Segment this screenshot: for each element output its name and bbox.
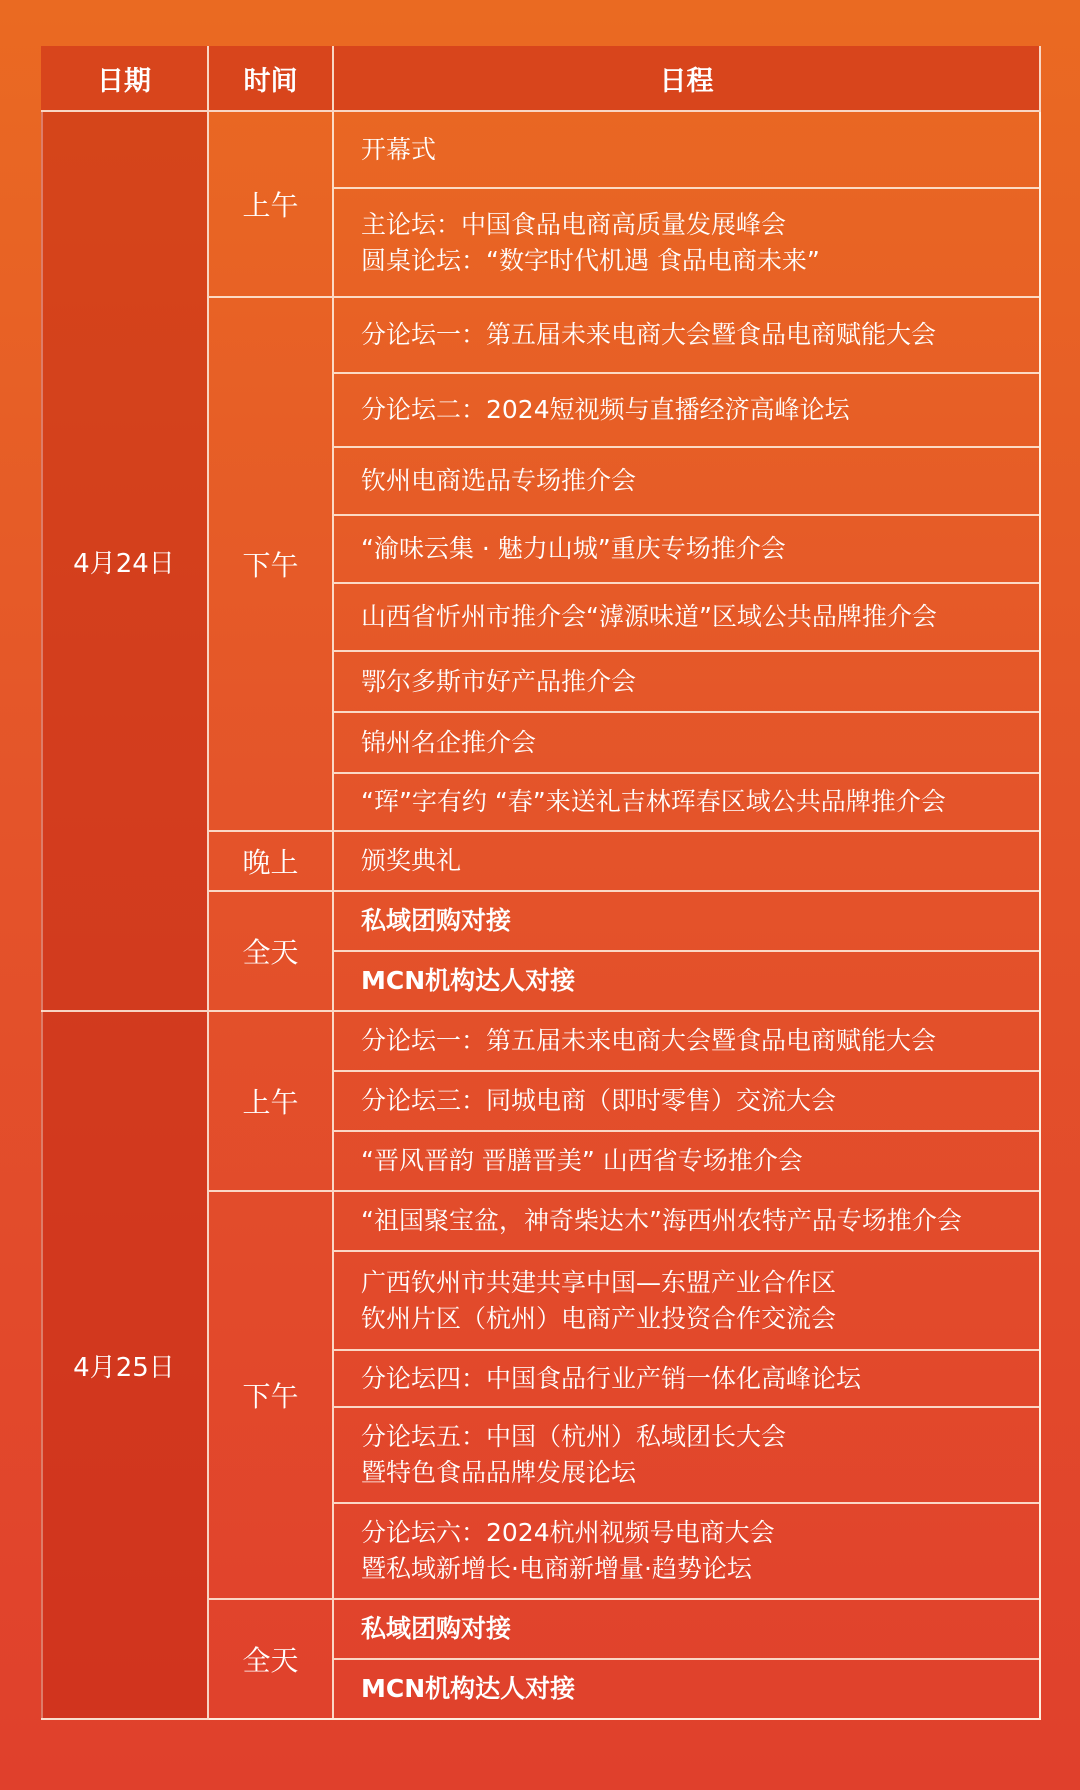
schedule-item-line: 锦州名企推介会	[361, 727, 537, 757]
schedule-item-text	[361, 207, 820, 279]
schedule-item-text	[361, 531, 786, 567]
schedule-item	[334, 1132, 1041, 1192]
schedule-item-text	[361, 903, 511, 939]
schedule-item-text	[361, 1023, 936, 1059]
time-slot-label: 上午	[242, 1086, 299, 1119]
time-slot-label: 下午	[242, 1380, 299, 1413]
schedule-item-text	[361, 1361, 861, 1397]
schedule-item-text	[361, 963, 575, 999]
schedule-item-text	[361, 1419, 786, 1491]
schedule-item-line: 广西钦州市共建共享中国—东盟产业合作区	[361, 1267, 837, 1297]
schedule-item	[334, 112, 1041, 189]
schedule-item-line: “渝味云集 · 魅力山城”重庆专场推介会	[361, 534, 786, 563]
schedule-item-text	[361, 725, 536, 761]
time-slot-morning	[209, 112, 334, 298]
schedule-item	[334, 713, 1041, 774]
schedule-item-text	[361, 463, 636, 499]
schedule-item-line: 颁奖典礼	[361, 846, 462, 875]
schedule-item-text	[361, 132, 436, 168]
schedule-item-line: MCN机构达人对接	[361, 1674, 576, 1703]
schedule-item	[334, 652, 1041, 713]
time-slot-label: 下午	[242, 549, 299, 582]
time-slot-label: 全天	[242, 1644, 299, 1677]
schedule-item-line: 分论坛二：2024短视频与直播经济高峰论坛	[361, 395, 850, 424]
schedule-item	[334, 189, 1041, 298]
schedule-item-text	[361, 1203, 962, 1239]
schedule-item-line: 钦州电商选品专场推介会	[361, 466, 637, 495]
schedule-item-text	[361, 392, 850, 428]
schedule-item-line: “珲”字有约 “春”来送礼吉林珲春区域公共品牌推介会	[361, 787, 946, 816]
time-slot-morning	[209, 1012, 334, 1192]
schedule-item	[334, 516, 1041, 584]
header-date-label: 日期	[97, 65, 151, 97]
header-time	[209, 46, 334, 112]
schedule-item-text	[361, 1611, 511, 1647]
schedule-item	[334, 1192, 1041, 1252]
schedule-item	[334, 1012, 1041, 1072]
date-label: 4月24日	[73, 548, 175, 579]
schedule-item-line: “晋风晋韵 晋膳晋美” 山西省专场推介会	[361, 1146, 803, 1175]
schedule-item-line: 分论坛四：中国食品行业产销一体化高峰论坛	[361, 1363, 862, 1393]
header-time-label: 时间	[243, 65, 298, 97]
schedule-item-line: 圆桌论坛：“数字时代机遇 食品电商未来”	[361, 245, 820, 275]
schedule-item-line: 分论坛一：第五届未来电商大会暨食品电商赋能大会	[361, 1026, 937, 1055]
time-slot-allday	[209, 1600, 334, 1720]
schedule-item-line: 钦州片区（杭州）电商产业投资合作交流会	[361, 1303, 837, 1333]
schedule-item-line: “祖国聚宝盆，神奇柴达木”海西州农特产品专场推介会	[361, 1206, 962, 1235]
schedule-item	[334, 1504, 1041, 1600]
header-schedule-label: 日程	[659, 65, 714, 97]
schedule-item	[334, 892, 1041, 952]
schedule-item-text	[361, 1515, 775, 1587]
time-slot-label: 晚上	[242, 846, 299, 879]
time-slot-label: 上午	[242, 189, 299, 222]
schedule-item	[334, 584, 1041, 652]
schedule-item-line: 私域团购对接	[361, 1614, 512, 1643]
schedule-item-line: 鄂尔多斯市好产品推介会	[361, 666, 637, 696]
date-cell-day1	[41, 112, 209, 1012]
schedule-item-text	[361, 1143, 803, 1179]
schedule-item-line: 分论坛五：中国（杭州）私域团长大会	[361, 1422, 787, 1451]
header-date	[41, 46, 209, 112]
schedule-item	[334, 952, 1041, 1012]
schedule-item-text	[361, 1265, 836, 1337]
schedule-item	[334, 1072, 1041, 1132]
time-slot-evening	[209, 832, 334, 892]
time-slot-allday	[209, 892, 334, 1012]
schedule-item	[334, 1252, 1041, 1351]
schedule-item	[334, 774, 1041, 832]
schedule-item-line: 主论坛：中国食品电商高质量发展峰会	[361, 209, 787, 239]
date-label: 4月25日	[73, 1352, 175, 1383]
time-slot-afternoon	[209, 1192, 334, 1600]
schedule-item	[334, 374, 1041, 448]
schedule-item	[334, 1351, 1041, 1408]
schedule-item-text	[361, 317, 936, 353]
schedule-item	[334, 1600, 1041, 1660]
schedule-item-text	[361, 599, 937, 635]
schedule-item-text	[361, 784, 946, 820]
schedule-item-text	[361, 843, 461, 879]
schedule-item-line: 分论坛一：第五届未来电商大会暨食品电商赋能大会	[361, 320, 937, 349]
schedule-item	[334, 1660, 1041, 1720]
schedule-item-line: 暨私域新增长·电商新增量·趋势论坛	[361, 1554, 752, 1583]
schedule-item	[334, 832, 1041, 892]
schedule-item-text	[361, 664, 636, 700]
header-schedule	[334, 46, 1041, 112]
schedule-item-text	[361, 1083, 836, 1119]
schedule-table	[41, 46, 1041, 1720]
schedule-item-line: MCN机构达人对接	[361, 966, 576, 995]
schedule-item-line: 分论坛三：同城电商（即时零售）交流大会	[361, 1086, 837, 1115]
schedule-item-line: 分论坛六：2024杭州视频号电商大会	[361, 1518, 775, 1547]
schedule-item-line: 山西省忻州市推介会“滹源味道”区域公共品牌推介会	[361, 602, 937, 631]
schedule-item-line: 私域团购对接	[361, 906, 512, 935]
time-slot-afternoon	[209, 298, 334, 832]
date-cell-day2	[41, 1012, 209, 1720]
schedule-item	[334, 298, 1041, 374]
time-slot-label: 全天	[242, 936, 299, 969]
schedule-item-text	[361, 1671, 575, 1707]
schedule-item-line: 开幕式	[361, 134, 437, 164]
schedule-item	[334, 1408, 1041, 1504]
schedule-item	[334, 448, 1041, 516]
schedule-item-line: 暨特色食品品牌发展论坛	[361, 1458, 637, 1487]
